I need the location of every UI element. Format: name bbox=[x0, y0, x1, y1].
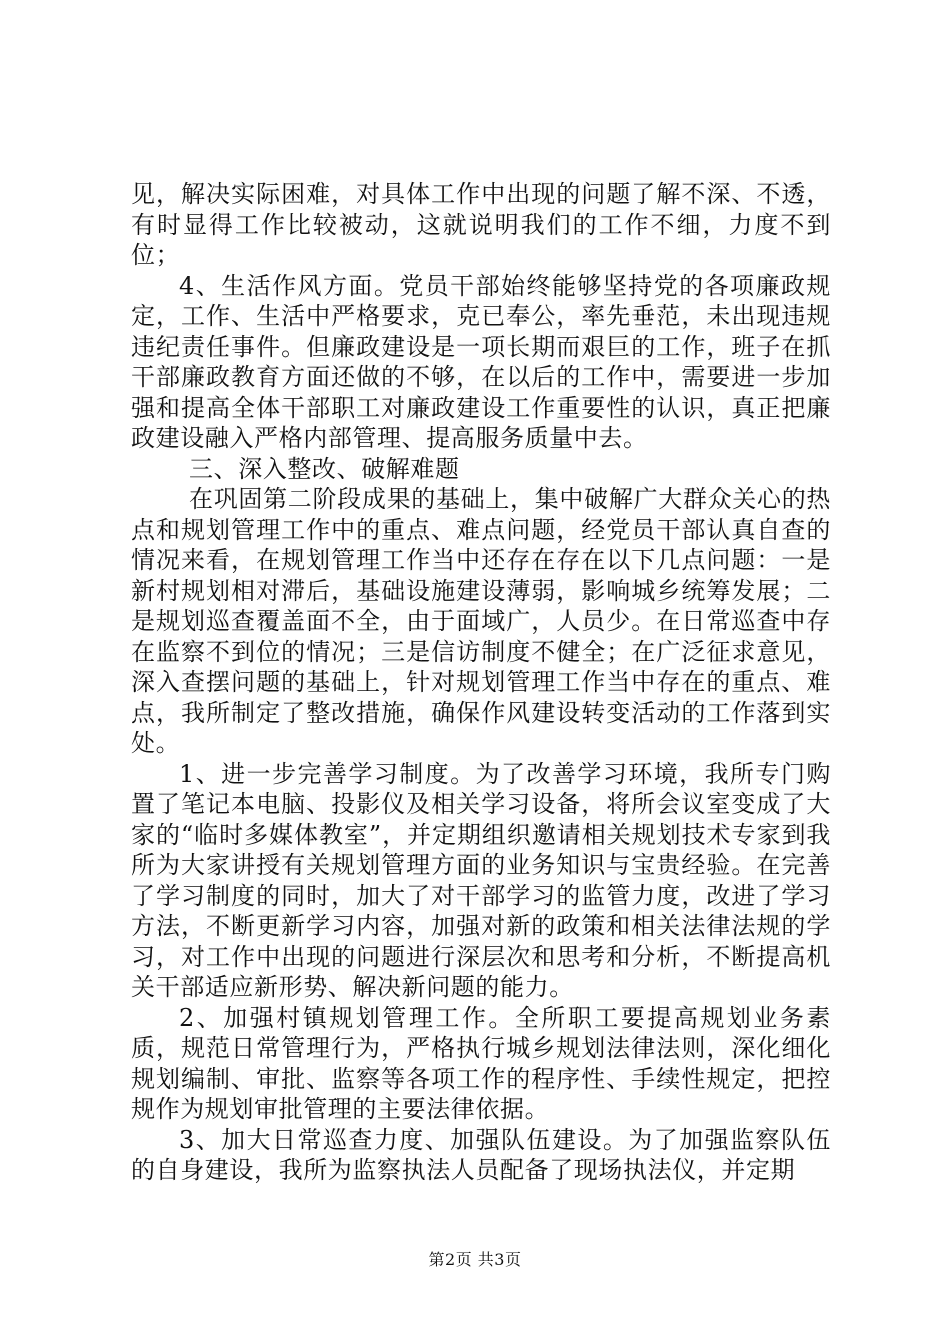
section-heading-rectification: 三、深入整改、破解难题 bbox=[189, 454, 460, 483]
page-footer: 第2页 共3页 bbox=[428, 1250, 522, 1269]
paragraph-village-planning: 2、加强村镇规划管理工作。全所职工要提高规划业务素质，规范日常管理行为，严格执行城乡规划法律法则，深化细化规划编制、审批、监察等各项工作的程序性、手续性规定，把控规作为规划审批管理的主要法律依据。 bbox=[131, 1003, 831, 1123]
paragraph-study-system: 1、进一步完善学习制度。为了改善学习环境，我所专门购置了笔记本电脑、投影仪及相关学习设备，将所会议室变成了大家的“临时多媒体教室”，并定期组织邀请相关规划技术专家到我所为大家讲授有关规划管理方面的业务知识与宝贵经验。在完善了学习制度的同时，加大了对干部学习的监管力度，改进了学习方法，不断更新学习内容，加强对新的政策和相关法律法规的学习，对工作中出现的问题进行深层次和思考和分析，不断提高机关干部适应新形势、解决新问题的能力。 bbox=[131, 759, 831, 1001]
document-body bbox=[131, 179, 831, 1186]
paragraph-problems: 在巩固第二阶段成果的基础上，集中破解广大群众关心的热点和规划管理工作中的重点、难点问题，经党员干部认真自查的情况来看，在规划管理工作当中还存在存在以下几点问题：一是新村规划相对滞后，基础设施建设薄弱，影响城乡统筹发展；二是规划巡查覆盖面不全，由于面域广，人员少。在日常巡查中存在监察不到位的情况；三是信访制度不健全；在广泛征求意见，深入查摆问题的基础上，针对规划管理工作当中存在的重点、难点，我所制定了整改措施，确保作风建设转变活动的工作落到实处。 bbox=[131, 485, 831, 757]
paragraph-continuation: 见，解决实际困难，对具体工作中出现的问题了解不深、不透，有时显得工作比较被动，这就说明我们的工作不细，力度不到位； bbox=[131, 180, 831, 269]
paragraph-lifestyle: 4、生活作风方面。党员干部始终能够坚持党的各项廉政规定，工作、生活中严格要求，克已奉公，率先垂范，未出现违规违纪责任事件。但廉政建设是一项长期而艰巨的工作，班子在抓干部廉政教育方面还做的不够，在以后的工作中，需要进一步加强和提高全体干部职工对廉政建设工作重要性的认识，真正把廉政建设融入严格内部管理、提高服务质量中去。 bbox=[131, 271, 831, 452]
paragraph-patrol: 3、加大日常巡查力度、加强队伍建设。为了加强监察队伍的自身建设，我所为监察执法人员配备了现场执法仪，并定期 bbox=[131, 1125, 831, 1184]
